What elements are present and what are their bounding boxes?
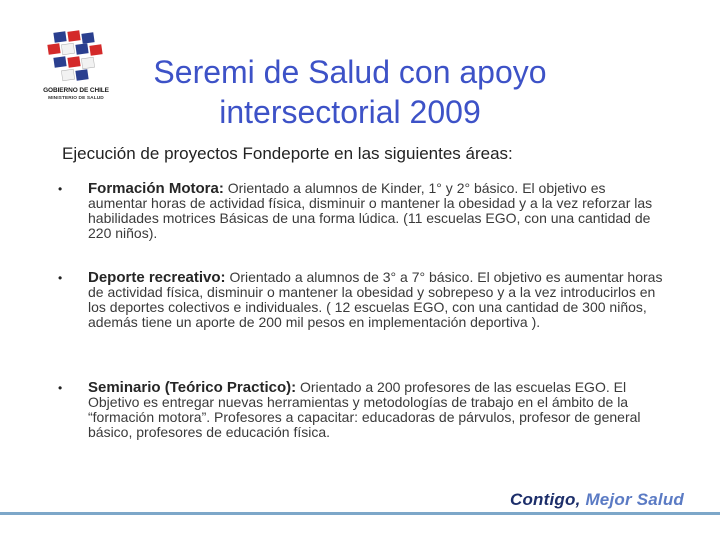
gobierno-de-chile-logo xyxy=(30,30,120,108)
brand-part-1: Contigo, xyxy=(509,490,586,509)
footer-divider xyxy=(0,512,720,515)
cubes-emblem-icon xyxy=(40,30,110,86)
bullet-item-formacion-motora xyxy=(88,181,668,241)
logo-line-1: GOBIERNO DE CHILE xyxy=(43,87,109,94)
bullet-2-marker: • xyxy=(58,271,63,285)
bullet-2-body: Orientado a alumnos de 3° a 7° básico. El objetivo es aumentar horas de actividad física, disminuir o mantener la obesidad y sobrepeso y a la vez introducirlos en los deportes colectivos e individuales. ( 12 escuelas EGO, con una cantidad de 300 niños, además tiene un aporte de 200 mil pesos en implementación deportiva ). xyxy=(88,269,663,330)
bullet-1-heading: Formación Motora: xyxy=(88,180,224,197)
bullet-3-heading: Seminario (Teórico Practico): xyxy=(88,379,297,396)
bullet-2-heading: Deporte recreativo: xyxy=(88,269,226,286)
brand-part-2: Mejor Salud xyxy=(585,490,684,509)
bullet-3-body: Orientado a 200 profesores de las escuelas EGO. El Objetivo es entregar nuevas herramientas y metodologías de trabajo en el ámbito de la “formación motora”. Profesores a capacitar: educadoras de párvulos, profesor de general básico, profesores de educación física. xyxy=(88,379,641,440)
footer-brand-slogan xyxy=(510,490,684,510)
bullet-1-body: Orientado a alumnos de Kinder, 1° y 2° básico. El objetivo es aumentar horas de actividad física, disminuir o mantener la obesidad y a la vez reforzar las habilidades motrices Básicas de una forma lúdica. (11 escuelas EGO, con una cantidad de 220 niños). xyxy=(88,180,653,241)
bullet-item-deporte-recreativo xyxy=(88,270,668,330)
logo-line-2: MINISTERIO DE SALUD xyxy=(48,96,104,101)
bullet-3-marker: • xyxy=(58,381,63,395)
slide-subtitle: Ejecución de proyectos Fondeporte en las siguientes áreas: xyxy=(62,144,513,163)
slide-title: Seremi de Salud con apoyo intersectorial 2009 xyxy=(153,54,547,130)
bullet-item-seminario xyxy=(88,380,668,440)
bullet-1-marker: • xyxy=(58,182,63,196)
